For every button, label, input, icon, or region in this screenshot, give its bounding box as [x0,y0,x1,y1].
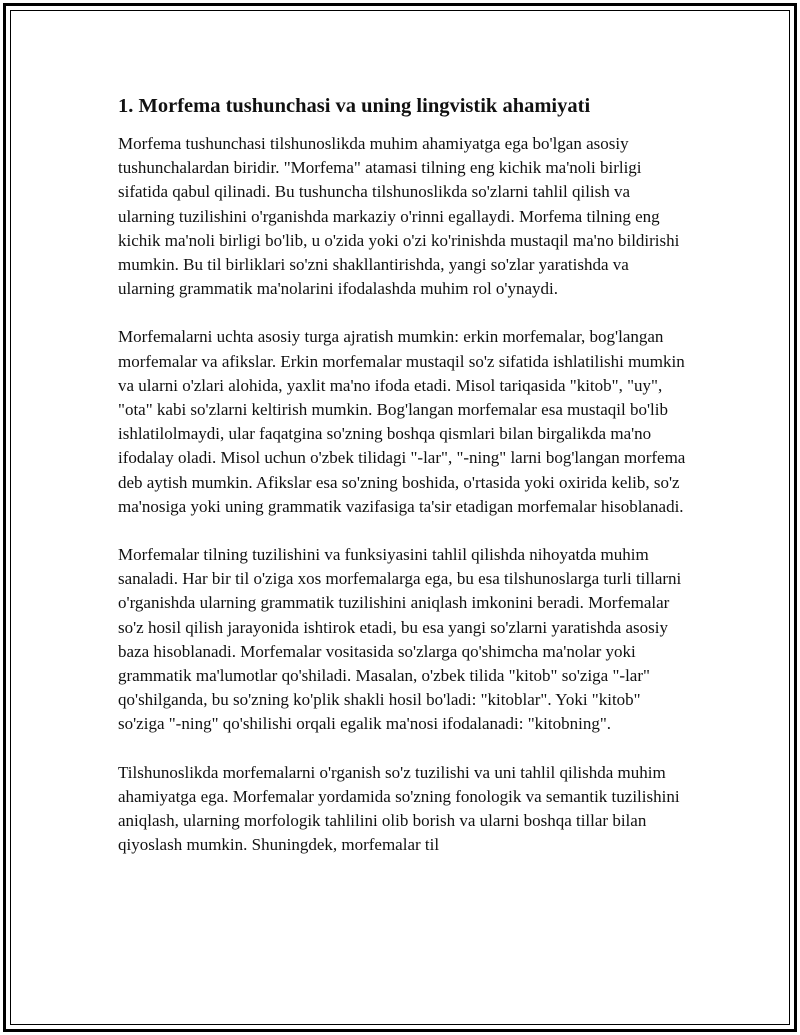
paragraph-4: Tilshunoslikda morfemalarni o'rganish so'z tuzilishi va uni tahlil qilishda muhim ahamiyatga ega. Morfemalar yordamida so'zning fonologik va semantik tuzilishini aniqlash, ularning morfologik tahlilini olib borish va ularni boshqa tillar bilan qiyoslash mumkin. Shuningdek, morfemalar til [118,762,680,855]
paragraph-1: Morfema tushunchasi tilshunoslikda muhim ahamiyatga ega bo'lgan asosiy tushunchalardan biridir. "Morfema" atamasi tilning eng kichik ma'noli birligi sifatida qabul qilinadi. Bu tushuncha tilshunoslikda so'zlarni tahlil qilish va ularning tuzilishini o'rganishda markaziy o'rinni egallaydi. Morfema tilning eng kichik ma'noli birligi bo'lib, u o'zida yoki o'zi ko'rinishda mustaqil ma'no bildirishi mumkin. Bu til birliklari so'zni shakllantirishda, yangi so'zlar yaratishda va ularning grammatik ma'nolarini ifodalashda muhim rol o'ynaydi. [118,134,680,299]
paragraph-3: Morfemalar tilning tuzilishini va funksiyasini tahlil qilishda nihoyatda muhim sanaladi. Har bir til o'ziga xos morfemalarga ega, bu esa tilshunoslarga turli tillarni o'rganishda ularning grammatik tuzilishini aniqlash imkonini beradi. Morfemalar so'z hosil qilish jarayonida ishtirok etadi, bu esa yangi so'zlarni yaratishda asosiy baza hisoblanadi. Morfemalar vositasida so'zlarga qo'shimcha ma'nolar yoki grammatik ma'lumotlar qo'shiladi. Masalan, o'zbek tilida "kitob" so'ziga "-lar" qo'shilganda, bu so'zning ko'plik shakli hosil bo'ladi: "kitoblar". Yoki "kitob" so'ziga "-ning" qo'shilishi orqali egalik ma'nosi ifodalanadi: "kitobning". [118,545,682,734]
section-heading: 1. Morfema tushunchasi va uning lingvistik ahamiyati [118,95,591,117]
document-body [118,92,688,881]
paragraph-2: Morfemalarni uchta asosiy turga ajratish mumkin: erkin morfemalar, bog'langan morfemalar va afikslar. Erkin morfemalar mustaqil so'z sifatida ishlatilishi mumkin va ularni o'zlari alohida, yaxlit ma'no ifoda etadi. Misol tariqasida "kitob", "uy", "ota" kabi so'zlarni keltirish mumkin. Bog'langan morfemalar esa mustaqil bo'lib ishlatilolmaydi, ular faqatgina so'zning boshqa qismlari bilan birgalikda ma'no ifodalay oladi. Misol uchun o'zbek tilidagi "-lar", "-ning" larni bog'langan morfema deb aytish mumkin. Afikslar esa so'zning boshida, o'rtasida yoki oxirida kelib, so'z ma'nosiga yoki uning grammatik vazifasiga ta'sir etadigan morfemalar hisoblanadi. [118,327,686,516]
